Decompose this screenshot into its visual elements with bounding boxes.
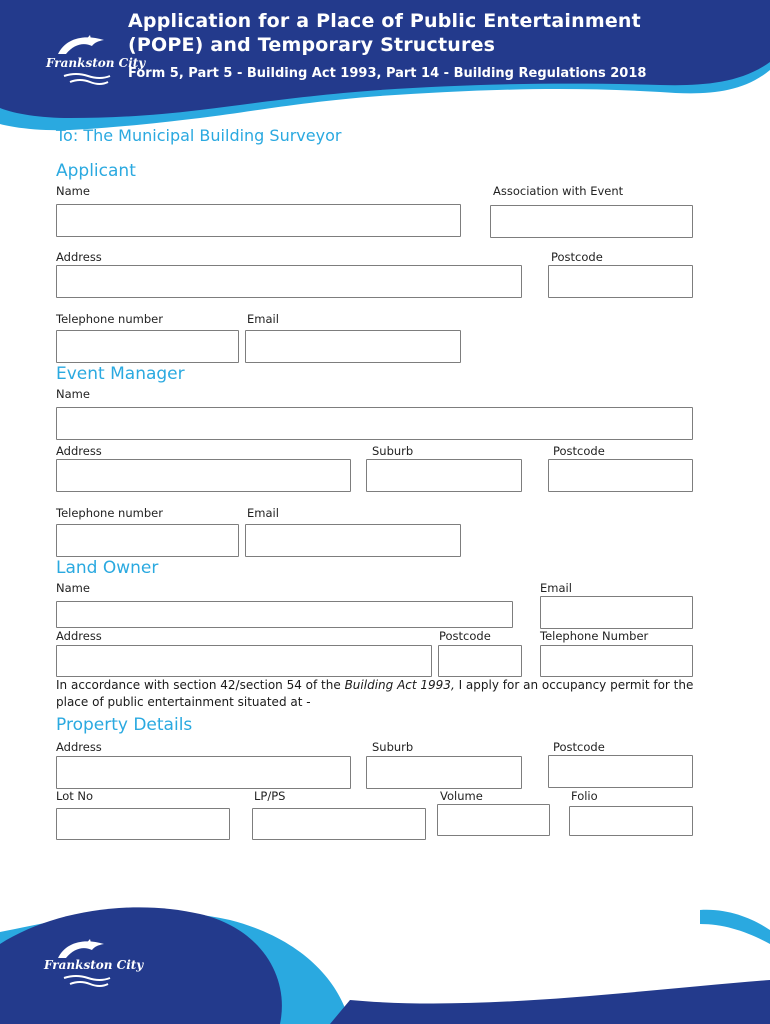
footer-logo — [40, 936, 144, 991]
event-manager-name-field[interactable] — [56, 407, 693, 440]
event-manager-name-label: Name — [56, 387, 90, 401]
declaration-part2: I apply for an occupancy permit for the place of public entertainment situated at - — [56, 678, 694, 709]
applicant-address-label: Address — [56, 250, 102, 264]
property-heading: Property Details — [56, 715, 193, 735]
applicant-email-field[interactable] — [245, 330, 461, 363]
property-lot-field[interactable] — [56, 808, 230, 840]
land-owner-name-field[interactable] — [56, 601, 513, 628]
property-address-field[interactable] — [56, 756, 351, 789]
property-suburb-label: Suburb — [372, 740, 414, 754]
property-postcode-label: Postcode — [553, 740, 605, 754]
form-title-line2: (POPE) and Temporary Structures — [128, 34, 496, 56]
applicant-telephone-field[interactable] — [56, 330, 239, 363]
property-address-label: Address — [56, 740, 102, 754]
form-subtitle: Form 5, Part 5 - Building Act 1993, Part 14 - Building Regulations 2018 — [128, 66, 647, 81]
property-postcode-field[interactable] — [548, 755, 693, 788]
land-owner-postcode-label: Postcode — [439, 629, 491, 643]
applicant-postcode-field[interactable] — [548, 265, 693, 298]
waves-icon — [62, 72, 112, 86]
applicant-name-field[interactable] — [56, 204, 461, 237]
land-owner-address-field[interactable] — [56, 645, 432, 677]
property-volume-label: Volume — [440, 789, 483, 803]
event-manager-email-field[interactable] — [245, 524, 461, 557]
property-lot-label: Lot No — [56, 789, 94, 803]
logo-text: Frankston City — [46, 56, 146, 70]
footer-logo-text: Frankston City — [44, 958, 144, 972]
declaration-act: Building Act 1993, — [344, 678, 455, 692]
land-owner-email-field[interactable] — [540, 596, 693, 629]
property-volume-field[interactable] — [437, 804, 550, 836]
land-owner-postcode-field[interactable] — [438, 645, 522, 677]
event-manager-telephone-field[interactable] — [56, 524, 239, 557]
applicant-heading: Applicant — [56, 161, 136, 181]
event-manager-suburb-field[interactable] — [366, 459, 522, 492]
property-lpps-label: LP/PS — [254, 789, 286, 803]
event-manager-address-label: Address — [56, 444, 102, 458]
land-owner-heading: Land Owner — [56, 558, 159, 578]
property-folio-field[interactable] — [569, 806, 693, 836]
applicant-association-field[interactable] — [490, 205, 693, 238]
event-manager-postcode-field[interactable] — [548, 459, 693, 492]
land-owner-telephone-field[interactable] — [540, 645, 693, 677]
land-owner-telephone-label: Telephone Number — [540, 629, 649, 643]
land-owner-address-label: Address — [56, 629, 102, 643]
event-manager-telephone-label: Telephone number — [56, 506, 163, 520]
land-owner-name-label: Name — [56, 581, 90, 595]
applicant-name-label: Name — [56, 184, 90, 198]
event-manager-postcode-label: Postcode — [553, 444, 605, 458]
declaration-part1: In accordance with section 42/section 54 of the — [56, 678, 345, 692]
event-manager-heading: Event Manager — [56, 364, 185, 384]
form-title-line1: Application for a Place of Public Entertainment — [128, 10, 641, 32]
property-lpps-field[interactable] — [252, 808, 426, 840]
recipient-line: To: The Municipal Building Surveyor — [56, 126, 342, 145]
land-owner-email-label: Email — [540, 581, 572, 595]
event-manager-email-label: Email — [247, 506, 279, 520]
property-folio-label: Folio — [571, 789, 598, 803]
frankston-logo — [40, 32, 146, 87]
applicant-address-field[interactable] — [56, 265, 522, 298]
property-suburb-field[interactable] — [366, 756, 522, 789]
applicant-postcode-label: Postcode — [551, 250, 603, 264]
waves-icon — [62, 974, 112, 988]
applicant-email-label: Email — [247, 312, 279, 326]
event-manager-suburb-label: Suburb — [372, 444, 414, 458]
declaration-text — [56, 677, 716, 711]
event-manager-address-field[interactable] — [56, 459, 351, 492]
applicant-association-label: Association with Event — [493, 184, 624, 198]
applicant-telephone-label: Telephone number — [56, 312, 163, 326]
